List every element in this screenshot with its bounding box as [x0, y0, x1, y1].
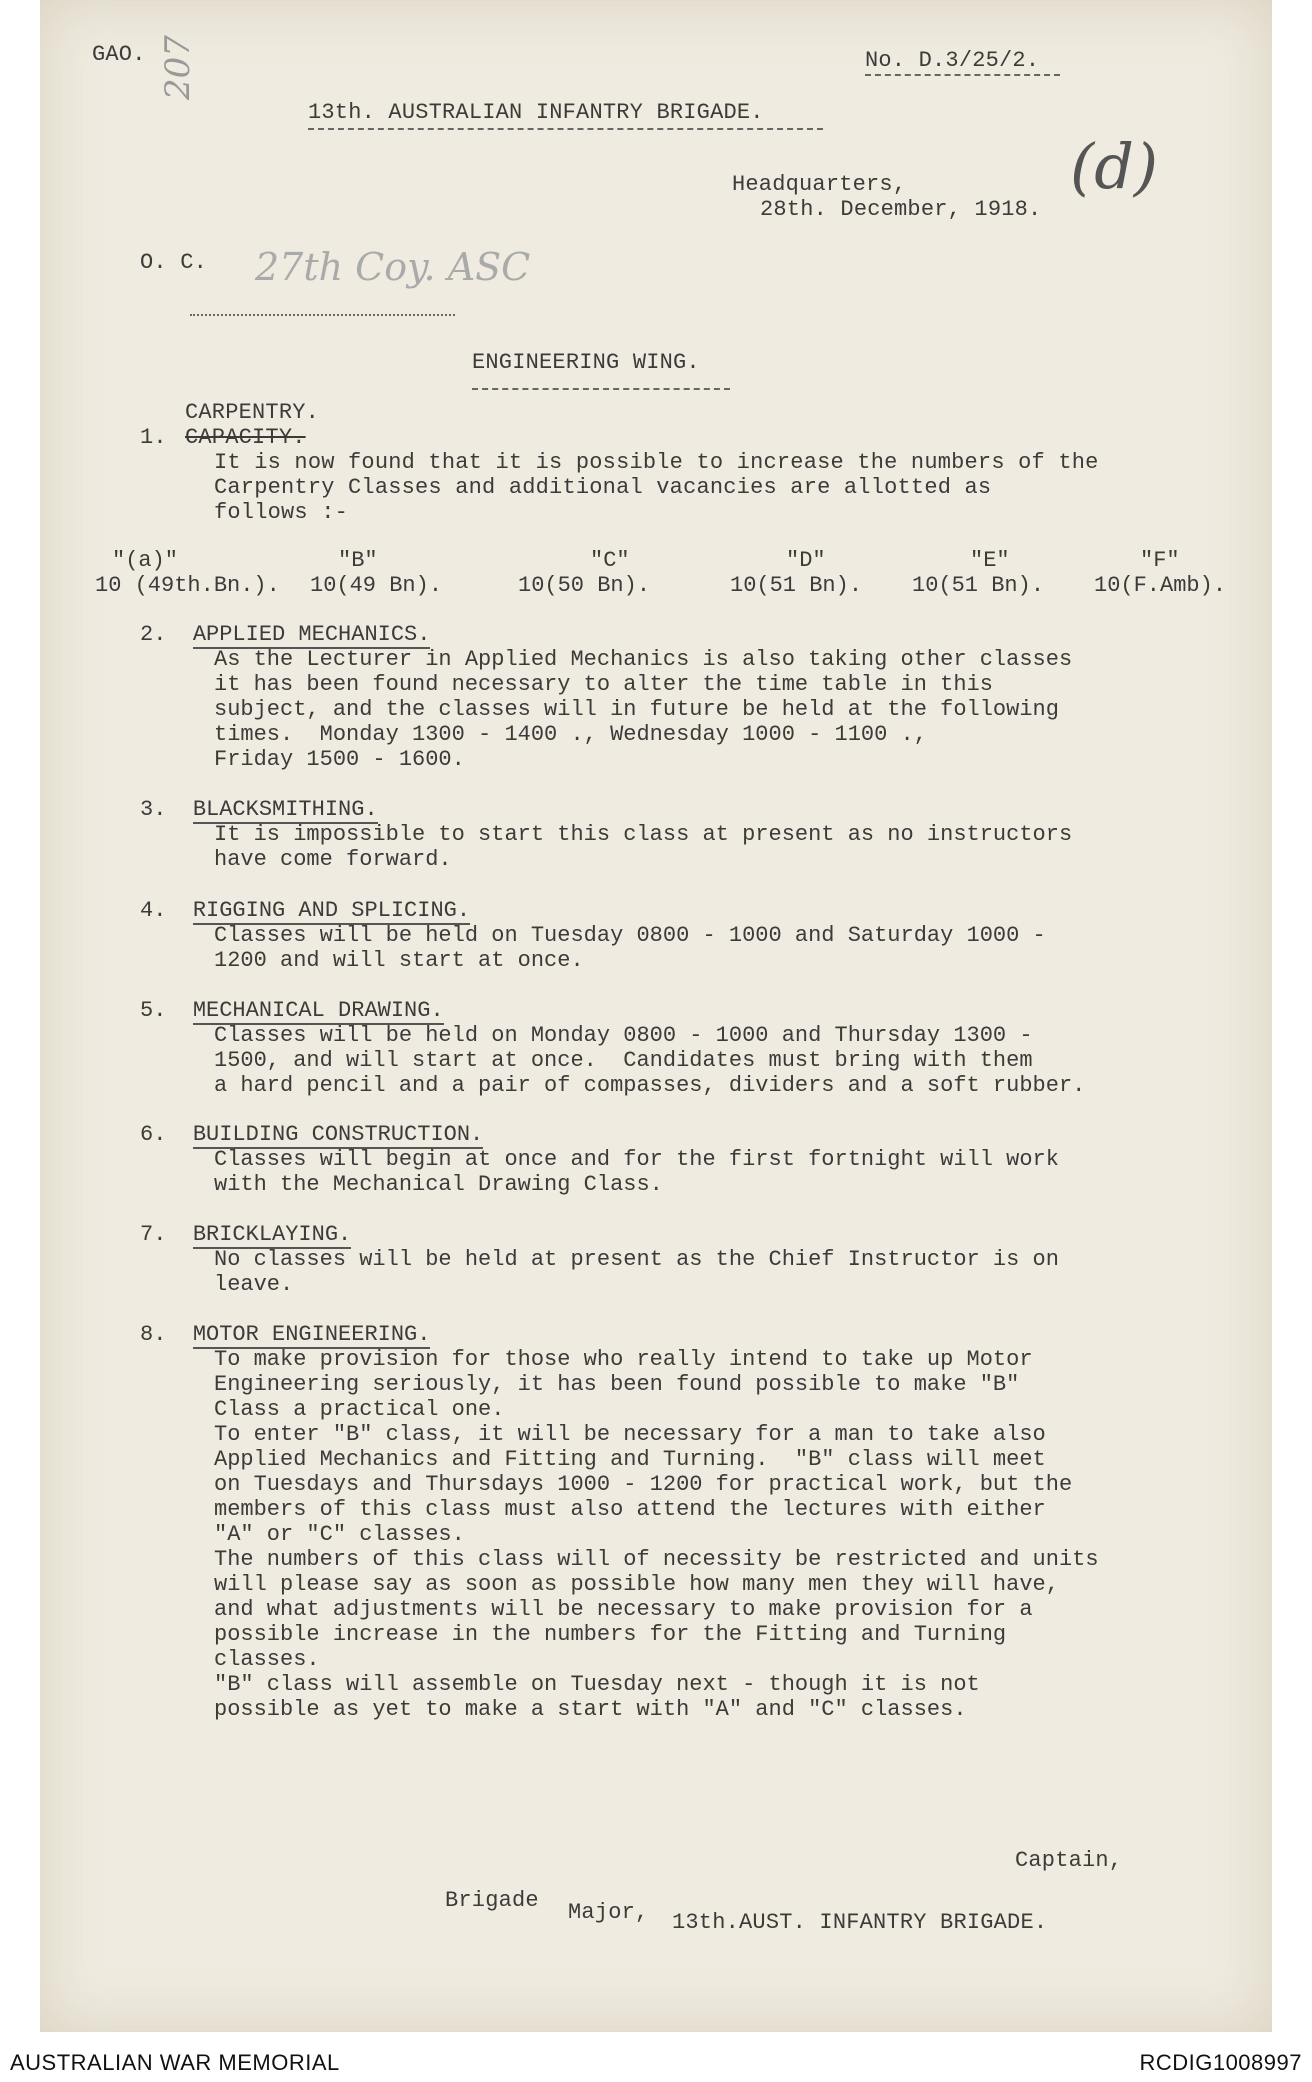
signature-unit: 13th.AUST. INFANTRY BRIGADE.: [672, 1910, 1048, 1935]
section-number: 5.: [140, 998, 167, 1023]
body-line: To enter "B" class, it will be necessary for a man to take also: [214, 1422, 1046, 1447]
section-number: 8.: [140, 1322, 167, 1347]
section-bricklaying: [140, 1222, 1240, 1297]
margin-number: 207: [158, 35, 198, 100]
handwritten-addressee: 27th Coy. ASC: [255, 245, 531, 289]
section-title: MOTOR ENGINEERING.: [192, 1322, 431, 1347]
allocation-class: "F": [1140, 548, 1180, 573]
body-line: 1500, and will start at once. Candidates must bring with them: [214, 1048, 1033, 1073]
allocation-value: 10(51 Bn).: [730, 573, 863, 598]
allocation-class: "E": [970, 548, 1010, 573]
allocation-value: 10(50 Bn).: [518, 573, 651, 598]
addressee-dots: [190, 314, 455, 316]
section-title: BLACKSMITHING.: [192, 797, 378, 822]
body-line: "A" or "C" classes.: [214, 1522, 465, 1547]
capacity-title: CAPACITY.: [185, 425, 306, 450]
carpentry-label: CARPENTRY.: [185, 400, 320, 425]
body-line: It is impossible to start this class at present as no instructors: [214, 822, 1073, 847]
body-line: To make provision for those who really intend to take up Motor: [214, 1347, 1033, 1372]
archive-credit: AUSTRALIAN WAR MEMORIAL: [10, 2050, 340, 2075]
body-line: with the Mechanical Drawing Class.: [214, 1172, 663, 1197]
heading-underline: [308, 128, 823, 130]
section-building-construction: [140, 1122, 1240, 1197]
body-line: possible increase in the numbers for the Fitting and Turning: [214, 1622, 1007, 1647]
section-motor-engineering: [140, 1322, 1240, 1722]
section-applied-mechanics: [140, 622, 1240, 772]
body-line: Engineering seriously, it has been found possible to make "B": [214, 1372, 1020, 1397]
body-line: Classes will begin at once and for the first fortnight will work: [214, 1147, 1059, 1172]
archive-id: RCDIG1008997: [1139, 2050, 1302, 2075]
section-title: BUILDING CONSTRUCTION.: [192, 1122, 484, 1147]
body-line: Classes will be held on Tuesday 0800 - 1000 and Saturday 1000 -: [214, 923, 1046, 948]
body-line: it has been found necessary to alter the time table in this: [214, 672, 993, 697]
body-line: leave.: [214, 1272, 294, 1297]
section-title: APPLIED MECHANICS.: [192, 622, 431, 647]
body-line: Class a practical one.: [214, 1397, 505, 1422]
section-number: 3.: [140, 797, 167, 822]
subject-underline: [472, 388, 730, 390]
section-title: BRICKLAYING.: [192, 1222, 352, 1247]
carpentry-line: It is now found that it is possible to increase the numbers of the: [214, 450, 1099, 475]
body-line: members of this class must also attend the lectures with either: [214, 1497, 1046, 1522]
allocation-class: "D": [786, 548, 826, 573]
section-mechanical-drawing: [140, 998, 1240, 1098]
section-title: RIGGING AND SPLICING.: [192, 898, 471, 923]
section-number: 2.: [140, 622, 167, 647]
brigade-heading: 13th. AUSTRALIAN INFANTRY BRIGADE.: [308, 100, 764, 125]
section-rigging-splicing: [140, 898, 1240, 973]
allocation-value: 10(49 Bn).: [310, 573, 443, 598]
allocation-value: 10(F.Amb).: [1094, 573, 1227, 598]
body-line: a hard pencil and a pair of compasses, dividers and a soft rubber.: [214, 1073, 1086, 1098]
body-line: have come forward.: [214, 847, 452, 872]
carpentry-line: Carpentry Classes and additional vacancies are allotted as: [214, 475, 992, 500]
section-title: MECHANICAL DRAWING.: [192, 998, 444, 1023]
body-line: classes.: [214, 1647, 320, 1672]
handwritten-mark: (d): [1070, 130, 1159, 203]
section-number: 7.: [140, 1222, 167, 1247]
section-number: 4.: [140, 898, 167, 923]
date-line: 28th. December, 1918.: [760, 197, 1042, 222]
addressee: O. C.: [140, 250, 208, 275]
headquarters-label: Headquarters,: [732, 172, 907, 197]
section-number: 6.: [140, 1122, 167, 1147]
section-number-1: 1.: [140, 425, 167, 450]
body-line: will please say as soon as possible how many men they will have,: [214, 1572, 1059, 1597]
body-line: on Tuesdays and Thursdays 1000 - 1200 for practical work, but the: [214, 1472, 1073, 1497]
subject-title: ENGINEERING WING.: [472, 350, 700, 375]
allocation-value: 10(51 Bn).: [912, 573, 1045, 598]
body-line: possible as yet to make a start with "A" and "C" classes.: [214, 1697, 967, 1722]
carpentry-line: follows :-: [214, 500, 349, 525]
signature-major: Major,: [568, 1900, 649, 1925]
body-line: Applied Mechanics and Fitting and Turning. "B" class will meet: [214, 1447, 1046, 1472]
allocation-value: 10 (49th.Bn.).: [95, 573, 280, 598]
gao-stamp: GAO.: [92, 42, 146, 67]
section-blacksmithing: [140, 797, 1240, 872]
allocation-class: "C": [590, 548, 630, 573]
body-line: Friday 1500 - 1600.: [214, 747, 465, 772]
body-line: No classes will be held at present as the Chief Instructor is on: [214, 1247, 1059, 1272]
file-number-underline: [865, 74, 1060, 76]
body-line: subject, and the classes will in future be held at the following: [214, 697, 1059, 722]
body-line: and what adjustments will be necessary to make provision for a: [214, 1597, 1033, 1622]
body-line: As the Lecturer in Applied Mechanics is also taking other classes: [214, 647, 1073, 672]
body-line: times. Monday 1300 - 1400 ., Wednesday 1000 - 1100 .,: [214, 722, 927, 747]
body-line: The numbers of this class will of necessity be restricted and units: [214, 1547, 1099, 1572]
signature-rank: Captain,: [1015, 1848, 1123, 1873]
body-line: "B" class will assemble on Tuesday next - though it is not: [214, 1672, 980, 1697]
file-number: No. D.3/25/2.: [865, 48, 1040, 73]
allocation-class: "B": [338, 548, 378, 573]
body-line: 1200 and will start at once.: [214, 948, 584, 973]
signature-brigade: Brigade: [445, 1888, 539, 1913]
body-line: Classes will be held on Monday 0800 - 1000 and Thursday 1300 -: [214, 1023, 1033, 1048]
allocation-class: "(a)": [112, 548, 179, 573]
